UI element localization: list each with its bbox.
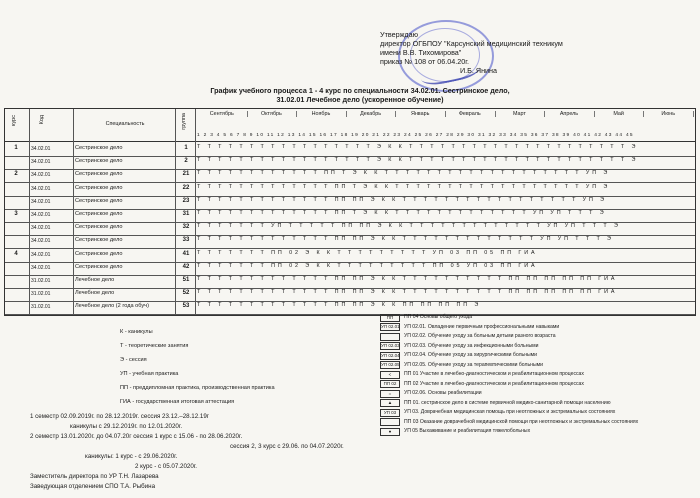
legend-text: ПП 01 Участие в лечебно-диагностическом и реабилитационном процессах	[404, 371, 584, 377]
month-label: Июнь	[643, 111, 694, 117]
row-group: 23	[182, 197, 190, 204]
row-group: 51	[182, 277, 190, 283]
approval-line: имени В.В. Тихомирова"	[380, 48, 462, 57]
legend-swatch	[380, 333, 400, 341]
legend-left	[120, 325, 380, 409]
row-code: 34.02.01	[31, 251, 51, 258]
title-line-2: 31.02.01 Лечебное дело (ускоренное обучение)	[276, 95, 444, 104]
legend-item	[380, 380, 690, 390]
legend-text: УП 05 Выхаживание и реабилитация тяжелобольных	[404, 428, 531, 434]
legend-text: УП 02.06. Основы реабилитации	[404, 390, 482, 396]
legend-swatch: ▲	[380, 399, 400, 407]
legend-item	[380, 389, 690, 399]
approval-line: И.Б. Янина	[460, 66, 498, 75]
approval-line: приказ № 108 от 06.04.20г.	[380, 57, 469, 66]
deputy-signature-line: Заместитель директора по УР Т.Н. Лазарева	[30, 473, 159, 480]
row-spec: Сестринское дело	[75, 158, 123, 165]
row-spec: Лечебное дело	[75, 290, 115, 297]
row-code: 34.02.01	[31, 146, 51, 152]
header-course: курс	[11, 115, 17, 126]
legend-swatch: УП 02.01	[381, 324, 400, 330]
row-spec: Сестринское дело	[75, 250, 123, 257]
legend-swatch: ●	[380, 428, 400, 436]
row-cells: Т Т Т Т Т Т Т ПП 02 Э К К Т Т Т Т Т Т Т Т Т УП 03 ПП 05 ПП ГИА	[197, 249, 538, 256]
row-cells: Т Т Т Т Т Т Т Т Т Т Т Т Т ПП ПП Э К К ПП ПП ПП ПП Э	[197, 302, 482, 309]
holidays-2: 2 курс - с 05.07.2020г.	[135, 463, 197, 470]
legend-item: УП - учебная практика	[120, 371, 179, 377]
row-spec: Сестринское дело	[75, 237, 123, 244]
row-cells: Т Т Т Т Т Т Т Т Т Т Т Т Т ПП ПП Э К К Т Т Т Т Т Т Т Т Т Т Т Т Т УП УП Т Т Т Э	[197, 236, 614, 243]
semester-1-holidays: каникулы с 29.12.2019г. по 12.01.2020г.	[70, 423, 183, 430]
legend-item	[380, 313, 690, 323]
month-label: Март	[495, 111, 546, 117]
row-code: 31.02.01	[31, 291, 51, 298]
row-course: 4	[14, 250, 18, 257]
row-group: 31	[182, 211, 190, 217]
legend-swatch: УП 03	[380, 409, 400, 417]
schedule-title	[180, 86, 540, 104]
semester-2: 2 семестр 13.01.2020г. до 04.07.20г сессия 1 курс с 15.06 - по 28.06.2020г.	[30, 433, 243, 440]
row-course: 1	[14, 145, 18, 151]
month-label: Февраль	[445, 111, 496, 117]
row-spec: Сестринское дело	[75, 145, 123, 151]
row-code: 34.02.01	[31, 185, 51, 192]
row-spec: Сестринское дело	[75, 197, 123, 204]
legend-text: ПП 03 Оказание доврачебной медицинской помощи при неотложных и экстремальных состояниях	[404, 418, 639, 425]
row-course: 3	[14, 211, 18, 217]
legend-text: ПП 01. сестринское дело в системе первичной медико-санитарной помощи населению	[404, 399, 611, 406]
legend-item: Т - теоретические занятия	[120, 343, 189, 349]
semester-2-session: сессия 2, 3 курс с 29.06. по 04.07.2020г.	[230, 443, 344, 450]
legend-item	[380, 399, 690, 409]
row-code: 31.02.01	[31, 304, 51, 311]
row-spec: Лечебное дело	[75, 277, 115, 283]
row-group: 1	[184, 145, 188, 151]
month-label: Декабрь	[346, 111, 397, 117]
header-specialty: Специальность	[105, 121, 145, 127]
row-group: 33	[182, 237, 190, 244]
row-spec: Сестринское дело	[75, 171, 123, 178]
legend-item	[380, 370, 690, 380]
row-code: 34.02.01	[31, 212, 51, 218]
legend-swatch: УП 02.04	[381, 352, 400, 358]
row-code: 34.02.01	[31, 264, 51, 271]
legend-text: ПП 02 Участие в лечебно-диагностическом и реабилитационном процессах	[404, 380, 584, 387]
week-numbers: 1 2 3 4 5 6 7 8 9 10 11 12 13 14 15 16 17 18 19 20 21 22 23 24 25 26 27 28 29 30 31 32 33 34 35 36 37 38 39 40 41 42 43 44 45	[197, 133, 634, 138]
row-cells: Т Т Т Т Т Т Т Т Т Т Т Т Т ПП ПП Э К К Т Т Т Т Т Т Т Т Т Т ПП ПП ПП ПП ПП ГИА	[197, 276, 618, 282]
semester-info	[30, 412, 470, 492]
month-label: Октябрь	[247, 111, 298, 117]
legend-text: УП 02.04. Обучение уходу за хирургическими больными	[404, 352, 538, 358]
row-spec: Сестринское дело	[75, 184, 123, 191]
schedule-table	[4, 108, 696, 316]
month-label: Сентябрь	[197, 111, 248, 117]
row-cells: Т Т Т Т Т Т Т УП Т Т Т Т Т ПП ПП Э К К Т Т Т Т Т Т Т Т Т Т Т Т Т УП УП Т Т Т Э	[197, 223, 621, 230]
legend-swatch: УП 02.05	[381, 362, 400, 368]
row-code: 34.02.01	[31, 198, 51, 205]
row-group: 22	[182, 184, 190, 191]
row-spec: Сестринское дело	[75, 224, 123, 231]
month-label: Май	[594, 111, 645, 117]
row-cells: Т Т Т Т Т Т Т Т Т Т Т Т Т ПП Т Э К К Т Т Т Т Т Т Т Т Т Т Т Т Т УП УП Т Т Т Э	[197, 210, 607, 216]
row-group: 21	[182, 171, 190, 178]
table-header	[5, 109, 695, 142]
legend-text: ПП 04 Основы общего ухода	[404, 314, 473, 320]
row-spec: Сестринское дело	[75, 263, 123, 270]
row-group: 53	[182, 303, 190, 310]
month-label: Январь	[395, 111, 446, 117]
legend-swatch: ПП 02	[380, 380, 400, 388]
row-group: 32	[182, 224, 190, 231]
row-cells: Т Т Т Т Т Т Т Т Т Т Т Т Т ПП Т Э К К Т Т Т Т Т Т Т Т Т Т Т Т Т Т Т Т Т Т УП Э	[197, 183, 611, 190]
legend-text: УП 02.03. Обучение уходу за инфекционными больными	[404, 342, 539, 349]
legend-text: УП 02.01. Овладение первичным профессиональными навыками	[404, 323, 560, 330]
head-signature-line: Заведующая отделением СПО Т.А. Рыбина	[30, 483, 156, 490]
header-code: Код	[39, 115, 45, 125]
legend-item	[380, 361, 690, 371]
legend-item: Э - сессия	[120, 357, 147, 363]
month-label: Апрель	[544, 111, 595, 117]
legend-item	[380, 332, 690, 342]
header-group: группа	[181, 113, 187, 130]
semester-1: 1 семестр 02.09.2019г. по 28.12.2019г. сессия 23.12.–28.12.19г	[30, 413, 210, 420]
legend-text: УП 03. Доврачебная медицинская помощь при неотложных и экстремальных состояниях	[404, 409, 616, 415]
holidays-1: каникулы: 1 курс - с 29.06.2020г.	[85, 453, 178, 460]
row-code: 34.02.01	[31, 159, 51, 166]
row-spec: Сестринское дело	[75, 211, 123, 217]
row-code: 34.02.01	[31, 225, 51, 232]
legend-item: ГИА - государственная итоговая аттестация	[120, 399, 235, 405]
approval-line: директор ОГБПОУ "Карсунский медицинский техникум	[380, 39, 563, 48]
title-line-1: График учебного процесса 1 - 4 курс по специальности 34.02.01. Сестринское дело,	[210, 86, 510, 95]
legend-item: ПП - преддипломная практика, производственная практика	[120, 385, 275, 391]
row-group: 42	[182, 263, 190, 270]
legend-swatch: <	[380, 371, 400, 379]
row-code: 31.02.01	[31, 278, 51, 284]
row-cells: Т Т Т Т Т Т Т Т Т Т Т Т Т Т Т Т Т Э К К Т Т Т Т Т Т Т Т Т Т Т Т Т Т Т Т Т Т Т Т Т Э	[197, 144, 639, 150]
legend-item	[380, 351, 690, 361]
row-cells: Т Т Т Т Т Т Т Т Т Т Т Т Т Т Т Т Т Э К К Т Т Т Т Т Т Т Т Т Т Т Т Т Т Т Т Т Т Т Т Т Э	[197, 157, 639, 164]
row-code: 34.02.01	[31, 238, 51, 245]
legend-swatch: УП 02.03	[381, 343, 400, 349]
approval-line: Утверждаю	[380, 30, 418, 39]
row-cells: Т Т Т Т Т Т Т Т Т Т Т Т Т ПП ПП Э К К Т Т Т Т Т Т Т Т Т Т Т Т Т Т Т Т Т УП Э	[197, 196, 607, 203]
row-group: 2	[184, 158, 188, 165]
legend-item	[380, 342, 690, 352]
row-group: 41	[182, 250, 190, 257]
legend-swatch: ПП	[380, 314, 400, 322]
row-cells: Т Т Т Т Т Т Т Т Т Т Т Т ПП Т Э К К Т Т Т Т Т Т Т Т Т Т Т Т Т Т Т Т Т Т Т УП Э	[197, 170, 611, 177]
month-label: Ноябрь	[296, 111, 347, 117]
legend-text: УП 02.05. Обучение уходу за терапевтическими больными	[404, 361, 543, 368]
row-cells: Т Т Т Т Т Т Т Т Т Т Т Т Т ПП ПП Э К К Т Т Т Т Т Т Т Т Т Т ПП ПП ПП ПП ПП ГИА	[197, 289, 618, 296]
row-code: 34.02.01	[31, 172, 51, 179]
legend-item: К - каникулы	[120, 329, 153, 335]
row-group: 52	[182, 290, 190, 297]
legend-text: УП 02.02. Обучение уходу за больным детьми разного возраста	[404, 333, 556, 339]
row-course: 2	[14, 171, 18, 178]
approval-block	[380, 30, 680, 75]
row-cells: Т Т Т Т Т Т Т ПП 02 Э К К Т Т Т Т Т Т Т Т Т ПП 05 УП 03 ПП ГИА	[197, 262, 538, 269]
row-spec: Лечебное дело (2 года обуч)	[75, 303, 149, 310]
legend-item	[380, 323, 690, 333]
legend-swatch: =	[380, 390, 400, 398]
